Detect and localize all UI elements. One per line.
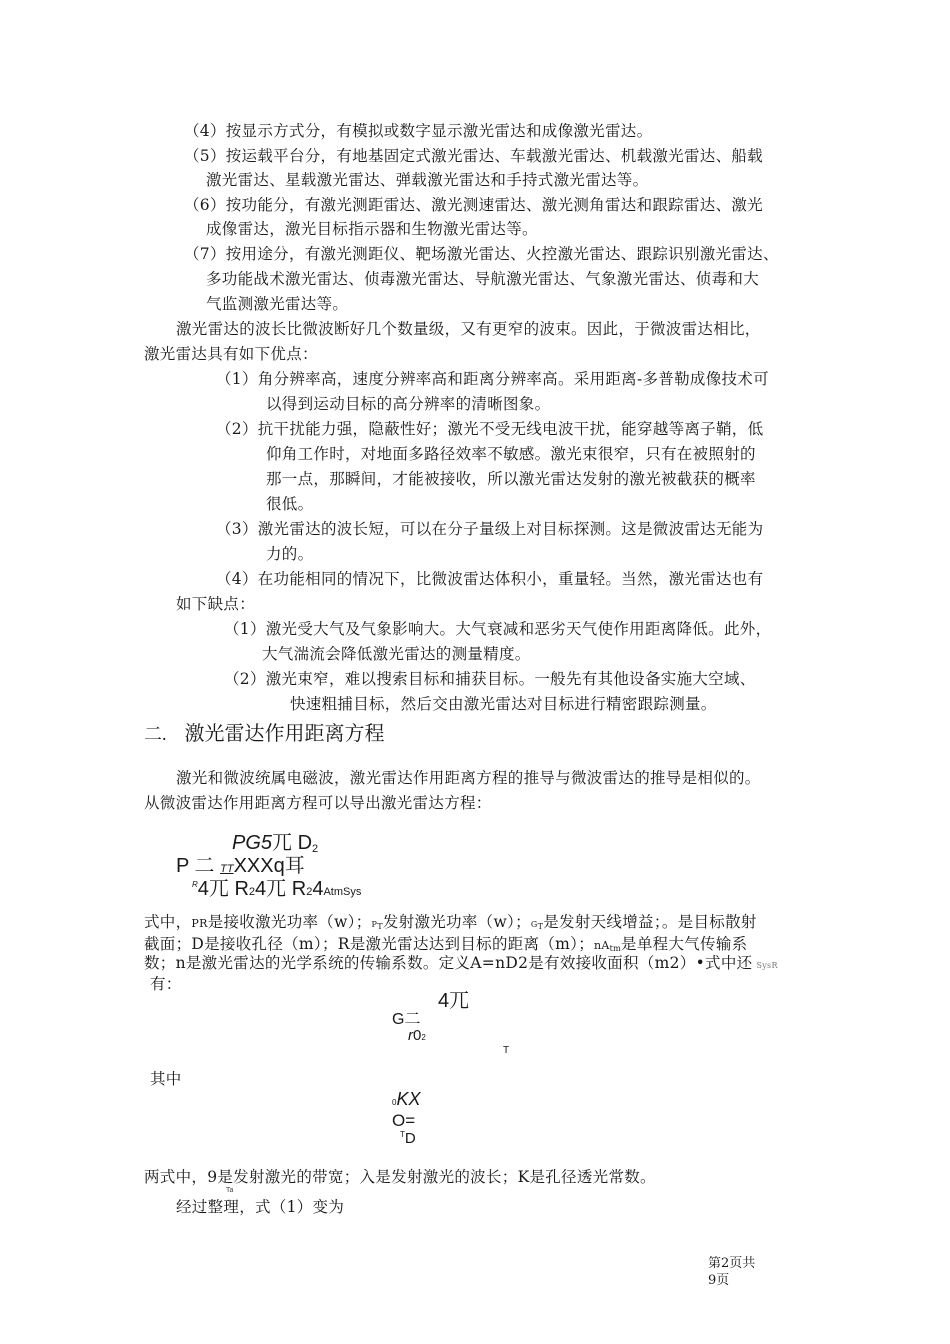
section-title: 激光雷达作用距离方程 [184,721,385,745]
where-label: 其中 [150,1070,182,1088]
explanation-line: 经过整理，式（1）变为 [176,1198,345,1216]
equation-gain-stray-mark: T [503,1045,510,1056]
tiny-mark: Ta [226,1187,234,1194]
page-number: 第2页共 [708,1256,756,1271]
equation-gain-denominator: r02 [408,1027,426,1044]
advantage-1-cont: 以得到运动目标的高分辨率的清晰图象。 [266,395,551,413]
intro-paragraph-line: 激光雷达具有如下优点： [144,345,318,363]
advantage-2: （2）抗干扰能力强，隐蔽性好；激光不受无线电波干扰，能穿越等离子鞘，低 [216,420,764,438]
section-heading [144,721,385,746]
explanation-line: 有： [150,975,182,993]
disadvantage-2: （2）激光束窄，难以搜索目标和捕获目标。一般先有其他设备实施大空域、 [224,670,756,688]
body-paragraph-line: 激光和微波统属电磁波，激光雷达作用距离方程的推导与微波雷达的推导是相似的。 [176,769,761,787]
advantage-1: （1）角分辨率高，速度分辨率高和距离分辨率高。采用距离-多普勒成像技术可 [216,370,769,388]
advantage-2-cont: 仰角工作时，对地面多路径效率不敏感。激光束很窄，只有在被照射的 [266,445,756,463]
list-item-function-type-cont: 成像雷达，激光目标指示器和生物激光雷达等。 [206,220,538,238]
list-item-usage-type: （7）按用途分，有激光测距仪、靶场激光雷达、火控激光雷达、跟踪识别激光雷达、 [184,245,779,263]
explanation-line: 式中，PR是接收激光功率（w）；PT发射激光功率（w）；GT是发射天线增益；。是目标散射 [144,913,757,931]
list-item-function-type: （6）按功能分，有激光测距雷达、激光测速雷达、激光测角雷达和跟踪雷达、激光 [184,196,763,214]
advantage-2-cont: 很低。 [266,495,314,513]
equation-main-line: P 二 TTXXXq耳 [176,855,305,877]
explanation-line: 截面；D是接收孔径（m）；R是激光雷达达到目标的距离（m）；nAtm是单程大气传输系 [144,935,748,953]
body-paragraph-line: 从微波雷达作用距离方程可以导出激光雷达方程： [144,794,492,812]
equation-numerator: PG5兀 D2 [232,832,319,855]
list-item-display-type: （4）按显示方式分，有模拟或数字显示激光雷达和成像激光雷达。 [184,122,653,140]
list-item-usage-type-cont: 多功能战术激光雷达、侦毒激光雷达、导航激光雷达、气象激光雷达、侦毒和大 [206,270,760,288]
disadvantage-2-cont: 快速粗捕目标，然后交由激光雷达对目标进行精密跟踪测量。 [290,695,717,713]
section-number: 二. [144,724,167,744]
list-item-usage-type-cont2: 气监测激光雷达等。 [206,295,349,313]
list-item-platform-type: （5）按运载平台分，有地基固定式激光雷达、车载激光雷达、机载激光雷达、船载 [184,147,763,165]
equation-beamwidth-bottom: $^T$D [400,1130,416,1147]
explanation-line: 两式中，9是发射激光的带宽；入是发射激光的波长；K是孔径透光常数。 [144,1168,656,1186]
advantage-4-cont: 如下缺点： [176,595,256,613]
page-count: 9页 [708,1273,730,1288]
equation-gain-lhs: G二 [392,1011,421,1028]
equation-beamwidth-mid: O= [392,1111,416,1130]
intro-paragraph-line: 激光雷达的波长比微波断好几个数量级，又有更窄的波束。因此，于微波雷达相比， [176,320,761,338]
equation-gain-numerator: 4兀 [438,990,470,1012]
equation-beamwidth-top: 0KX [392,1089,421,1109]
advantage-2-cont: 那一点，那瞬间，才能被接收，所以激光雷达发射的激光被截获的概率 [266,470,756,488]
list-item-platform-type-cont: 激光雷达、星载激光雷达、弹载激光雷达和手持式激光雷达等。 [206,171,649,189]
advantage-4: （4）在功能相同的情况下，比微波雷达体积小，重量轻。当然，激光雷达也有 [216,570,764,588]
explanation-line: 数；n是激光雷达的光学系统的传输系数。定义A=nD2是有效接收面积（m2）•式中还 SysR [144,954,778,972]
advantage-3: （3）激光雷达的波长短，可以在分子量级上对目标探测。这是微波雷达无能为 [216,520,764,538]
equation-denominator: $^R$4兀 R24兀 R24AtmSys [192,878,362,900]
advantage-3-cont: 力的。 [266,545,314,563]
disadvantage-1: （1）激光受大气及气象影响大。大气衰减和恶劣天气使作用距离降低。此外， [224,620,772,638]
disadvantage-1-cont: 大气湍流会降低激光雷达的测量精度。 [262,645,531,663]
